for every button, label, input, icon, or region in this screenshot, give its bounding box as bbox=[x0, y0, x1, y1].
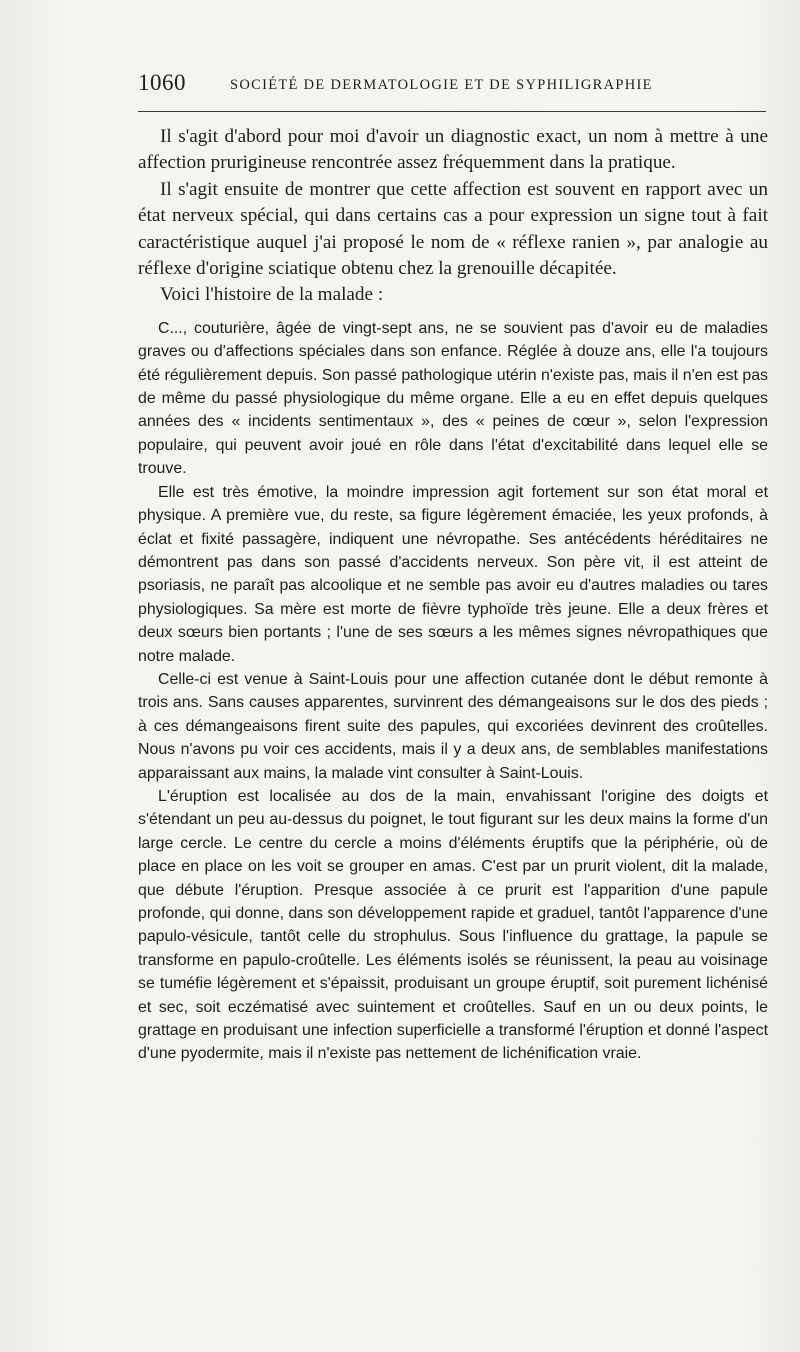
header-rule bbox=[138, 111, 766, 112]
case-history bbox=[138, 317, 768, 1066]
page-header bbox=[138, 70, 768, 104]
page-number: 1060 bbox=[138, 70, 186, 95]
paragraph: C..., couturière, âgée de vingt-sept ans, ne se souvient pas d'avoir eu de maladies graves ou d'affections spéciales dans son enfance. Réglée à douze ans, elle l'a toujours été régulièrement depuis. Son passé pathologique utérin n'existe pas, mais il n'en est pas de même du passé physiologique du même organe. Elle a eu en effet depuis quelques années des « incidents sentimentaux », des « peines de cœur », selon l'expression populaire, qui peuvent avoir joué en rôle dans l'état d'excitabilité dans lequel elle se trouve. bbox=[138, 319, 768, 478]
paragraph: Celle-ci est venue à Saint-Louis pour une affection cutanée dont le début remonte à trois ans. Sans causes apparentes, survinrent des démangeaisons sur le dos des pieds ; à ces démangeaisons firent suite des papules, qui excoriées devinrent des croûtelles. Nous n'avons pu voir ces accidents, mais il y a deux ans, de semblables manifestations apparaissant aux mains, la malade vint consulter à Saint-Louis. bbox=[138, 670, 768, 782]
paragraph: Il s'agit d'abord pour moi d'avoir un diagnostic exact, un nom à mettre à une affection prurigineuse rencontrée assez fréquemment dans la pratique. bbox=[138, 126, 768, 174]
paragraph: L'éruption est localisée au dos de la main, envahissant l'origine des doigts et s'étendant un peu au-dessus du poignet, le tout figurant sur les deux mains la forme d'un large cercle. Le centre du cercle a moins d'éléments éruptifs que la périphérie, où de place en place on les voit se grouper en amas. C'est par un prurit violent, dit la malade, que débute l'éruption. Presque associée à ce prurit est l'apparition d'une papule profonde, qui donne, dans son développement rapide et graduel, tantôt l'apparence d'une papulo-vésicule, tantôt celle du strophulus. Sous l'influence du grattage, la papule se transforme en papulo-croûtelle. Les éléments isolés se réunissent, la peau au voisinage se tuméfie légèrement et s'épaissit, produisant un groupe éruptif, soit purement lichénisé et sec, soit eczématisé avec suintement et croûtelles. Sauf en un ou deux points, le grattage en produisant une infection superficielle a transformé l'éruption et donné l'aspect d'une pyodermite, mais il n'existe pas nettement de lichénification vraie. bbox=[138, 787, 768, 1063]
paragraph: Il s'agit ensuite de montrer que cette affection est souvent en rapport avec un état nerveux spécial, qui dans certains cas a pour expression un signe tout à fait caractéristique auquel j'ai proposé le nom de « réflexe ranien », par analogie au réflexe d'origine sciatique obtenu chez la grenouille décapitée. bbox=[138, 178, 768, 280]
intro-section bbox=[138, 124, 768, 309]
body-text bbox=[138, 124, 768, 1066]
paragraph: Elle est très émotive, la moindre impression agit fortement sur son état moral et physique. A première vue, du reste, sa figure légèrement émaciée, les yeux profonds, à éclat et fixité passagère, indiquent une névropathe. Ses antécédents héréditaires ne démontrent pas dans son passé d'accidents nerveux. Son père vit, il est atteint de psoriasis, ne paraît pas alcoolique et ne semble pas avoir eu d'autres maladies ou tares physiologiques. Sa mère est morte de fièvre typhoïde très jeune. Elle a deux frères et deux sœurs bien portants ; l'une de ses sœurs a les mêmes signes névropathiques que notre malade. bbox=[138, 483, 768, 665]
paragraph: Voici l'histoire de la malade : bbox=[160, 284, 384, 306]
running-title: SOCIÉTÉ DE DERMATOLOGIE ET DE SYPHILIGRAPHIE bbox=[230, 77, 653, 93]
